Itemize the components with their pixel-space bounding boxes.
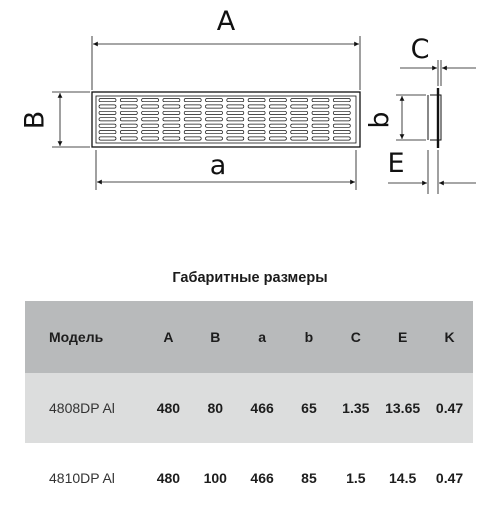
table-header-row — [25, 301, 473, 373]
header-K: K — [444, 329, 455, 345]
cell-b: 65 — [301, 400, 317, 416]
header-B: B — [210, 329, 221, 345]
cell-A: 480 — [156, 400, 181, 416]
grille-side-profile — [428, 88, 441, 148]
cell-C: 1.35 — [342, 400, 370, 416]
label-length: A — [216, 6, 236, 37]
cell-E: 13.65 — [385, 400, 421, 416]
label-inner-height: b — [364, 111, 396, 129]
cell-K: 0.47 — [435, 400, 464, 416]
table-row — [25, 373, 473, 443]
header-a: a — [258, 329, 266, 345]
cell-B: 100 — [203, 470, 227, 486]
dimension-a-length — [92, 6, 360, 90]
dimension-b-height — [20, 92, 91, 147]
dimension-e-depth — [387, 148, 476, 194]
cell-b: 85 — [301, 470, 317, 486]
label-depth: E — [387, 148, 405, 179]
dimension-inner-length — [96, 150, 356, 190]
cell-model: 4810DP Al — [49, 470, 115, 486]
cell-a: 466 — [250, 470, 274, 486]
cell-A: 480 — [156, 470, 181, 486]
label-height: B — [19, 110, 51, 130]
dimension-inner-height — [365, 95, 427, 140]
cell-C: 1.5 — [346, 470, 366, 486]
cell-K: 0.47 — [435, 470, 464, 486]
grille-front-view — [92, 92, 360, 147]
header-b: b — [304, 329, 314, 345]
cell-a: 466 — [250, 400, 274, 416]
table-row — [25, 443, 473, 513]
header-model: Модель — [49, 329, 104, 345]
cell-model: 4808DP Al — [49, 400, 115, 416]
table-title: Габаритные размеры — [172, 270, 328, 286]
header-C: C — [350, 329, 361, 345]
dimensions-table — [25, 301, 473, 513]
technical-drawing — [0, 0, 500, 250]
cell-B: 80 — [207, 400, 224, 416]
cell-E: 14.5 — [389, 470, 417, 486]
header-E: E — [397, 329, 408, 345]
label-inner-length: a — [209, 150, 227, 181]
dimension-c-thickness — [400, 34, 476, 86]
header-A: A — [163, 329, 174, 345]
label-thickness: C — [410, 34, 430, 65]
